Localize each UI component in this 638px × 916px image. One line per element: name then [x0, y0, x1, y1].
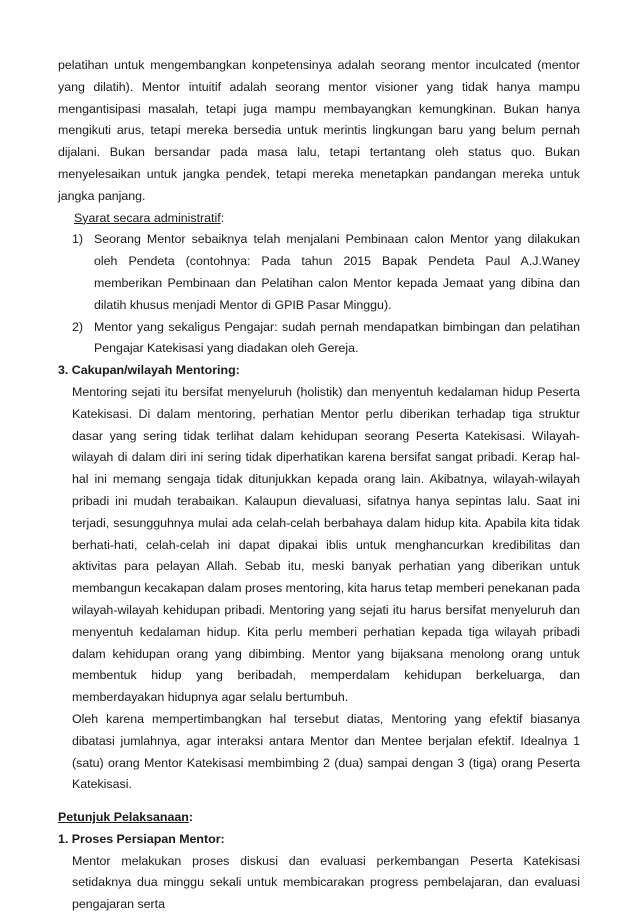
section-3-heading: 3. Cakupan/wilayah Mentoring:: [58, 363, 240, 378]
syarat-item-text: Mentor yang sekaligus Pengajar: sudah pernah mendapatkan bimbingan dan pelatihan Pengajar Katekisasi yang diadakan oleh Gereja.: [94, 319, 580, 356]
petunjuk-colon: :: [188, 810, 193, 825]
section-3-paragraph-1: Mentoring sejati itu bersifat menyeluruh (holistik) dan menyentuh kedalaman hidup Peserta Katekisasi. Di dalam mentoring, perhatian Mentor perlu diberikan terhadap tiga struktur dasar yang sering tidak terlihat dalam kehidupan seorang Peserta Katekisasi. Wilayah-wilayah di dalam diri ini sering tidak diperhatikan karena bersifat sangat pribadi. Kerap hal-hal ini memang sengaja tidak ditunjukkan kepada orang lain. Akibatnya, wilayah-wilayah pribadi ini mudah terabaikan. Kalaupun dievaluasi, sifatnya hanya sepintas lalu. Saat ini terjadi, sesungguhnya mulai ada celah-celah berbahaya dalam hidup kita. Apabila kita tidak berhati-hati, celah-celah ini dapat dipakai iblis untuk menghancurkan kredibilitas dan aktivitas para pelayan Allah. Sebab itu, meski banyak perhatian yang diberikan untuk membangun kecakapan dalam proses mentoring, kita harus tetap memberi penekanan pada wilayah-wilayah kehidupan pribadi. Mentoring yang sejati itu harus bersifat menyeluruh dan menyentuh kedalaman hidup. Kita perlu memberi perhatian kepada tiga wilayah pribadi dalam kehidupan orang yang dibimbing. Mentor yang bijaksana menolong orang untuk membentuk hidup yang beribadah, memperdalam kehidupan berkeluarga, dan memberdayakan hidupnya agar selalu bertumbuh.: [72, 384, 580, 705]
syarat-item-number: 1): [72, 232, 84, 247]
section-1-paragraph: Mentor melakukan proses diskusi dan evaluasi perkembangan Peserta Katekisasi setidaknya dua minggu sekali untuk membicarakan progress pembelajaran, dan evaluasi pengajaran serta: [72, 853, 580, 912]
syarat-label: Syarat secara administratif: [74, 210, 221, 225]
syarat-heading: [58, 208, 580, 230]
syarat-item-1: [58, 229, 580, 316]
syarat-colon: :: [220, 210, 225, 225]
syarat-item-2: [58, 317, 580, 361]
intro-paragraph: pelatihan untuk mengembangkan konpetensinya adalah seorang mentor inculcated (mentor yang dilatih). Mentor intuitif adalah seorang mentor visioner yang tidak hanya mampu mengantisipasi masalah, tetapi juga mampu membayangkan kemungkinan. Bukan hanya mengikuti arus, tetapi mereka bersedia untuk merintis lingkungan baru yang belum pernah dijalani. Bukan bersandar pada masa lalu, tetapi tertantang oleh status quo. Bukan menyelesaikan untuk jangka pendek, tetapi mereka menetapkan pandangan mereka untuk jangka panjang.: [58, 58, 580, 203]
petunjuk-label: Petunjuk Pelaksanaan: [58, 810, 189, 825]
syarat-item-number: 2): [72, 319, 84, 334]
spacer: [58, 796, 580, 807]
section-3-paragraph-2: Oleh karena mempertimbangkan hal tersebut diatas, Mentoring yang efektif biasanya dibatasi jumlahnya, agar interaksi antara Mentor dan Mentee berjalan efektif. Idealnya 1 (satu) orang Mentor Katekisasi membimbing 2 (dua) sampai dengan 3 (tiga) orang Peserta Katekisasi.: [72, 711, 580, 792]
syarat-item-text: Seorang Mentor sebaiknya telah menjalani Pembinaan calon Mentor yang dilakukan oleh Pendeta (contohnya: Pada tahun 2015 Bapak Pendeta Paul A.J.Waney memberikan Pembinaan dan Pelatihan calon Mentor kepada Jemaat yang dibina dan dilatih khusus menjadi Mentor di GPIB Pasar Minggu).: [94, 232, 580, 312]
section-1-heading: 1. Proses Persiapan Mentor:: [58, 831, 225, 846]
